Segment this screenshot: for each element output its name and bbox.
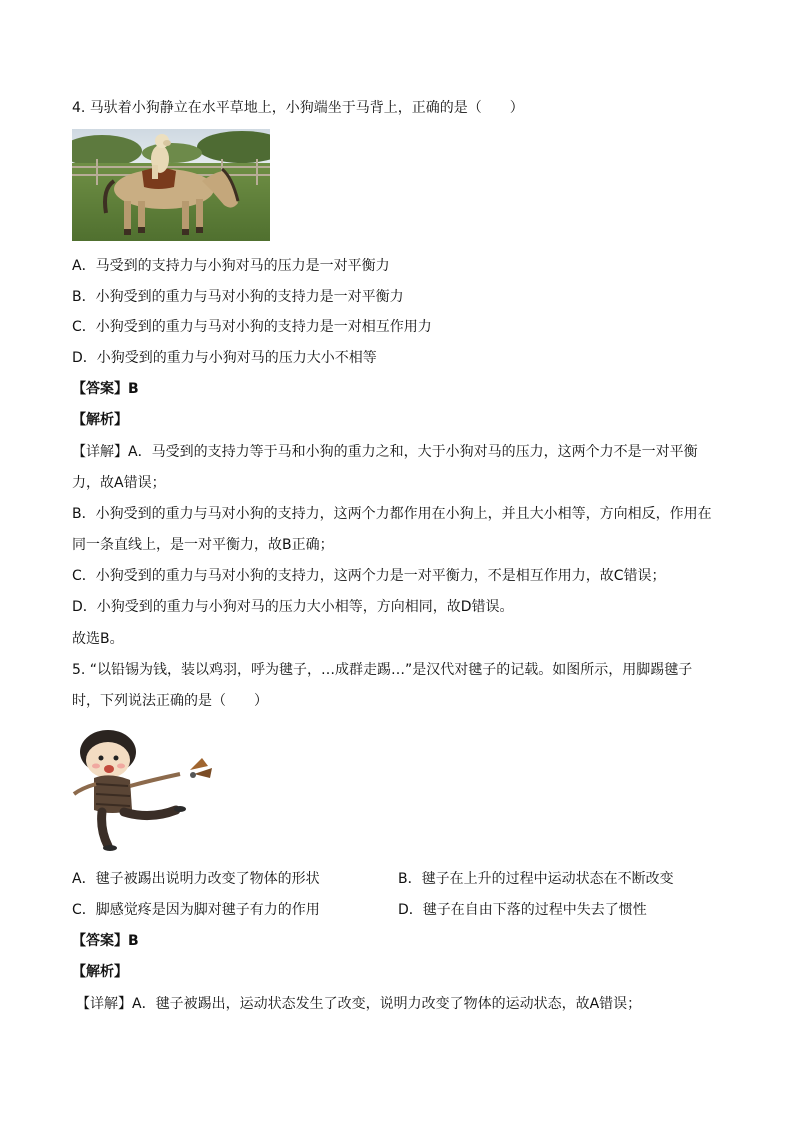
shuttlecock-kick-illustration xyxy=(72,728,216,852)
q4-option-b: B．小狗受到的重力与马对小狗的支持力是一对平衡力 xyxy=(72,289,404,305)
q4-analysis-label: 【解析】 xyxy=(72,412,128,428)
q5-detail-line: 【详解】A．毽子被踢出，运动状态发生了改变，说明力改变了物体的运动状态，故A错误； xyxy=(76,996,642,1012)
q5-analysis-label: 【解析】 xyxy=(72,964,128,980)
q4-option-d: D．小狗受到的重力与小狗对马的压力大小不相等 xyxy=(72,350,377,366)
q5-option-b: B．毽子在上升的过程中运动状态在不断改变 xyxy=(398,871,674,887)
q5-stem: 5. “以铅锡为钱，装以鸡羽，呼为毽子，…成群走踢…”是汉代对毽子的记载。如图所示，用脚踢毽子 xyxy=(72,662,693,678)
q4-detail-line: 同一条直线上，是一对平衡力，故B正确； xyxy=(72,537,334,553)
q4-conclusion: 故选B。 xyxy=(72,631,124,647)
q5-option-d: D．毽子在自由下落的过程中失去了惯性 xyxy=(398,902,647,918)
q4-detail-line: C．小狗受到的重力与马对小狗的支持力，这两个力是一对平衡力，不是相互作用力，故C错误； xyxy=(72,568,666,584)
q5-option-a: A．毽子被踢出说明力改变了物体的形状 xyxy=(72,871,320,887)
q4-detail-line: 【详解】A．马受到的支持力等于马和小狗的重力之和，大于小狗对马的压力，这两个力不是一对平衡 xyxy=(72,444,698,460)
horse-dog-photo xyxy=(72,129,270,241)
q5-option-c: C．脚感觉疼是因为脚对毽子有力的作用 xyxy=(72,902,320,918)
q4-option-c: C．小狗受到的重力与马对小狗的支持力是一对相互作用力 xyxy=(72,319,432,335)
q4-answer: 【答案】B xyxy=(72,381,139,397)
q4-detail-line: 力，故A错误； xyxy=(72,475,166,491)
q4-stem: 4. 马驮着小狗静立在水平草地上，小狗端坐于马背上，正确的是（ ） xyxy=(72,100,524,116)
q5-stem: 时，下列说法正确的是（ ） xyxy=(72,693,268,709)
q5-answer: 【答案】B xyxy=(72,933,139,949)
q4-detail-line: D．小狗受到的重力与小狗对马的压力大小相等，方向相同，故D错误。 xyxy=(72,599,514,615)
q4-detail-line: B．小狗受到的重力与马对小狗的支持力，这两个力都作用在小狗上，并且大小相等，方向相反，作用在 xyxy=(72,506,712,522)
q4-option-a: A．马受到的支持力与小狗对马的压力是一对平衡力 xyxy=(72,258,390,274)
